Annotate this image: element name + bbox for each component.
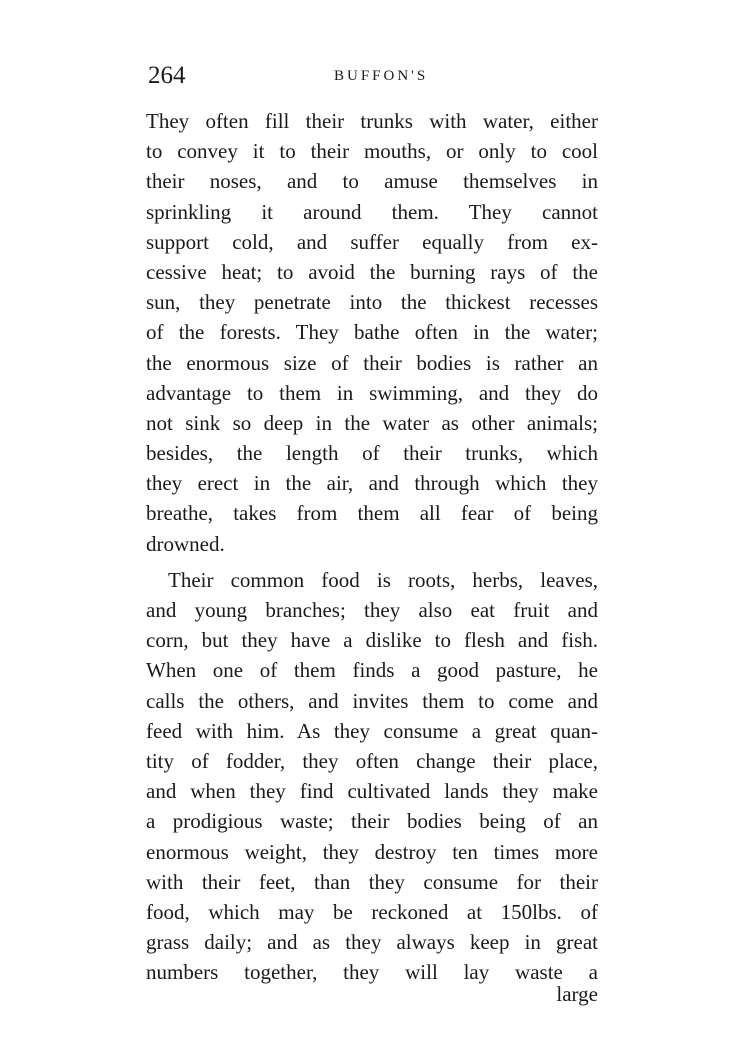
- text-line: a prodigious waste; their bodies being of an: [146, 809, 598, 834]
- paragraph: [146, 565, 598, 988]
- page-number: 264: [148, 62, 186, 89]
- text-line: sun, they penetrate into the thickest recesses: [146, 290, 598, 315]
- text-line: They often fill their trunks with water, either: [146, 109, 598, 133]
- text-line: food, which may be reckoned at 150lbs. of: [146, 899, 598, 924]
- text-line: corn, but they have a dislike to flesh and fish.: [146, 628, 598, 653]
- text-line: not sink so deep in the water as other animals;: [146, 410, 598, 435]
- text-line: to convey it to their mouths, or only to cool: [146, 139, 598, 164]
- text-line: tity of fodder, they often change their place,: [146, 748, 598, 773]
- text-line: enormous weight, they destroy ten times more: [146, 839, 598, 864]
- text-line: and when they find cultivated lands they make: [146, 779, 598, 804]
- text-line: breathe, takes from them all fear of being: [146, 501, 598, 526]
- text-line: their noses, and to amuse themselves in: [146, 169, 598, 194]
- body-text: [146, 106, 598, 987]
- page-header: [148, 62, 598, 96]
- text-line: with their feet, than they consume for their: [146, 869, 598, 894]
- text-line: grass daily; and as they always keep in great: [146, 930, 598, 955]
- text-line: besides, the length of their trunks, which: [146, 441, 598, 466]
- catchword: large: [556, 982, 598, 1006]
- paragraph: [146, 106, 598, 559]
- text-line: drowned.: [146, 531, 225, 556]
- text-line: cessive heat; to avoid the burning rays of the: [146, 259, 598, 284]
- text-line: feed with him. As they consume a great quan-: [146, 718, 598, 743]
- text-line: they erect in the air, and through which they: [146, 471, 598, 496]
- text-line: Their common food is roots, herbs, leaves,: [168, 567, 598, 592]
- text-line: numbers together, they will lay waste a: [146, 960, 598, 985]
- text-line: calls the others, and invites them to come and: [146, 688, 598, 713]
- text-line: When one of them finds a good pasture, he: [146, 658, 598, 683]
- text-line: of the forests. They bathe often in the water;: [146, 320, 598, 345]
- running-head: BUFFON'S: [334, 68, 429, 84]
- text-line: support cold, and suffer equally from ex-: [146, 229, 598, 254]
- text-line: sprinkling it around them. They cannot: [146, 199, 598, 224]
- text-line: the enormous size of their bodies is rather an: [146, 350, 598, 375]
- text-line: and young branches; they also eat fruit and: [146, 598, 598, 622]
- text-line: advantage to them in swimming, and they do: [146, 380, 598, 405]
